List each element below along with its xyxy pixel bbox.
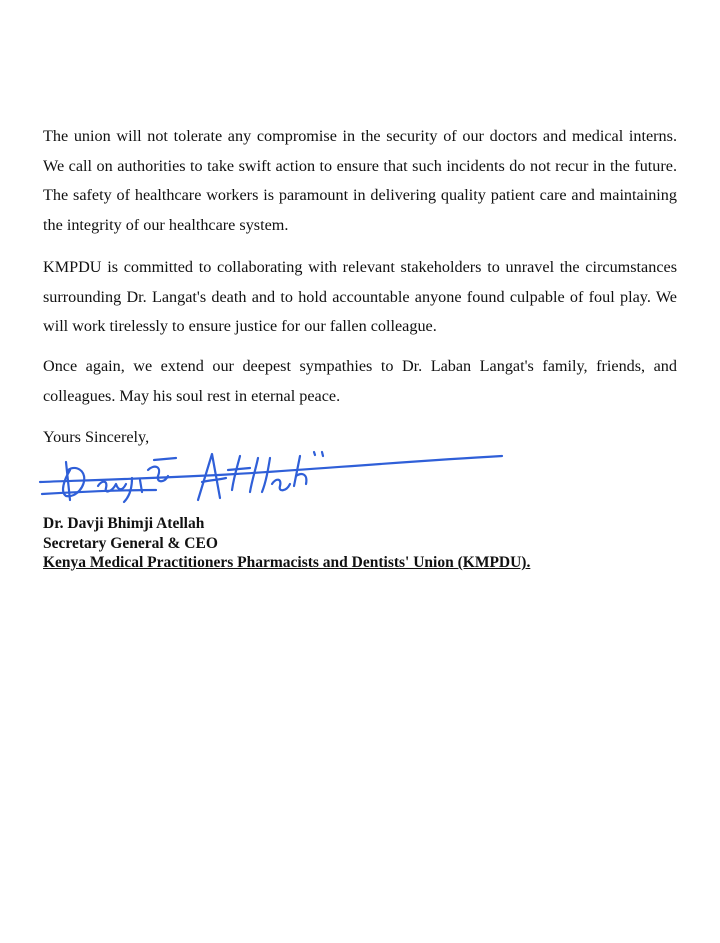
- handwritten-signature: [36, 440, 516, 508]
- signatory-block: [43, 514, 530, 573]
- closing-salutation: Yours Sincerely,: [43, 428, 150, 446]
- signatory-title: Secretary General & CEO: [43, 534, 218, 552]
- body-paragraph-commitment: KMPDU is committed to collaborating with relevant stakeholders to unravel the circumstances surrounding Dr. Langat's death and to hold accountable anyone found culpable of foul play. We will work tirelessly to ensure justice for our fallen colleague.: [43, 258, 677, 335]
- body-paragraph-security: The union will not tolerate any compromise in the security of our doctors and medical interns. We call on authorities to take swift action to ensure that such incidents do not recur in the future. The safety of healthcare workers is paramount in delivering quality patient care and maintaining the integrity of our healthcare system.: [43, 127, 677, 234]
- body-paragraph-sympathies: Once again, we extend our deepest sympathies to Dr. Laban Langat's family, friends, and colleagues. May his soul rest in eternal peace.: [43, 357, 677, 405]
- signatory-organization: Kenya Medical Practitioners Pharmacists and Dentists' Union (KMPDU).: [43, 554, 531, 571]
- signatory-name: Dr. Davji Bhimji Atellah: [43, 515, 205, 532]
